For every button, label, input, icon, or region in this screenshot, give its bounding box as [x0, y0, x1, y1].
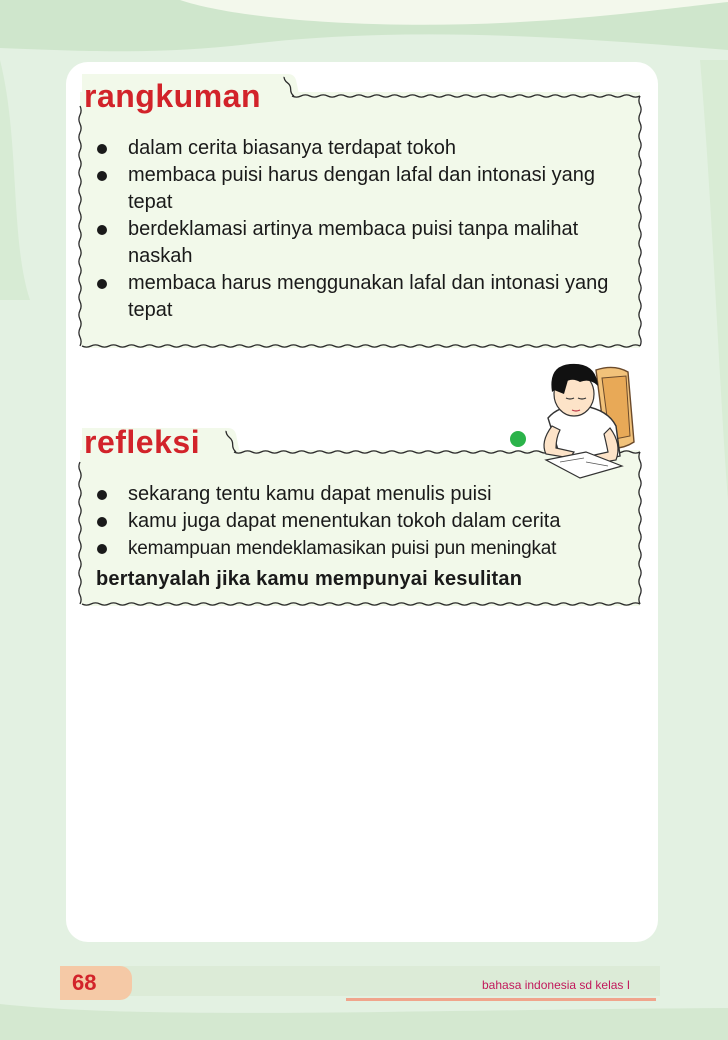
list-item-text: dalam cerita biasanya terdapat tokoh — [128, 137, 456, 159]
book-title: bahasa indonesia sd kelas I — [482, 978, 631, 992]
list-item-text: sekarang tentu kamu dapat menulis puisi — [128, 483, 492, 505]
list-item — [96, 270, 636, 324]
list-item-text: kemampuan mendeklamasikan puisi pun meningkat — [128, 538, 557, 559]
list-item — [96, 216, 636, 270]
list-item-text: berdeklamasi artinya membaca puisi tanpa malihat naskah — [128, 218, 579, 267]
bullet-dot-icon — [97, 144, 107, 154]
reflection-list — [96, 481, 656, 562]
boy-writing-illustration — [530, 356, 640, 480]
reflection-title: refleksi — [84, 424, 201, 460]
list-item — [96, 481, 656, 508]
bullet-dot-icon — [97, 490, 107, 500]
summary-list — [96, 135, 636, 324]
footer-divider — [346, 998, 656, 1001]
list-item — [96, 135, 636, 162]
list-item-text: membaca harus menggunakan lafal dan intonasi yang tepat — [128, 272, 609, 321]
list-item — [96, 508, 656, 535]
reflection-note: bertanyalah jika kamu mempunyai kesulitan — [96, 568, 523, 590]
list-item — [96, 535, 656, 562]
bullet-dot-icon — [97, 171, 107, 181]
bullet-dot-icon — [97, 517, 107, 527]
bullet-dot-icon — [97, 279, 107, 289]
summary-title: rangkuman — [84, 78, 261, 114]
bullet-dot-icon — [97, 544, 107, 554]
green-dot-icon — [510, 431, 526, 447]
list-item-text: kamu juga dapat menentukan tokoh dalam cerita — [128, 510, 561, 532]
list-item — [96, 162, 636, 216]
list-item-text: membaca puisi harus dengan lafal dan intonasi yang tepat — [128, 164, 595, 213]
bullet-dot-icon — [97, 225, 107, 235]
page-number: 68 — [72, 970, 97, 995]
